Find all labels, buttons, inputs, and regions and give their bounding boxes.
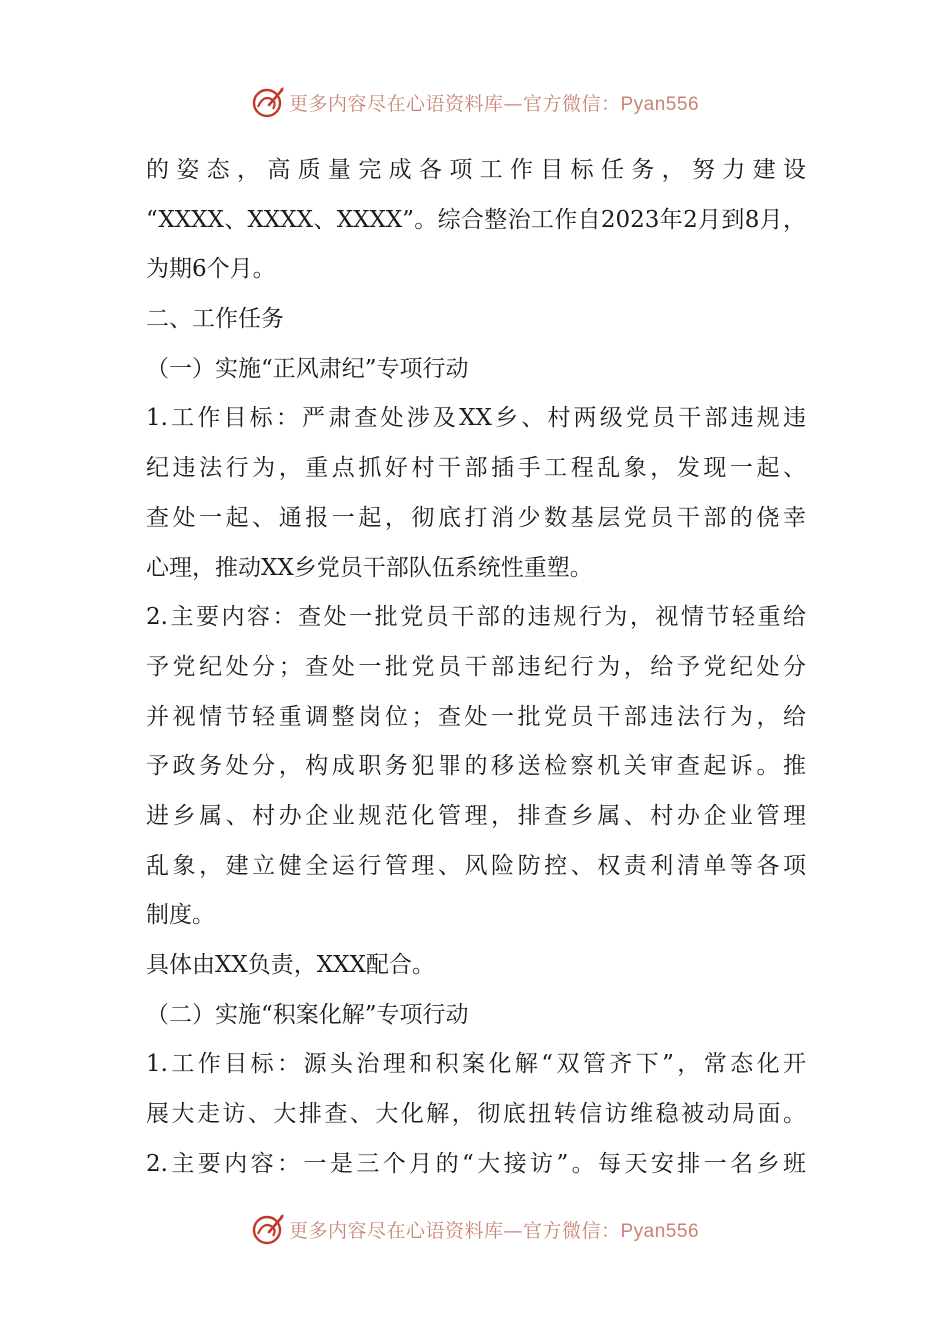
body-line: 1.工作目标：严肃查处涉及XX乡、村两级党员干部违规违 — [146, 405, 806, 432]
body-line: 制度。 — [146, 902, 215, 929]
body-line: 展大走访、大排查、大化解，彻底扭转信访维稳被动局面。 — [146, 1101, 806, 1128]
body-line: 2.主要内容：查处一批党员干部的违规行为，视情节轻重给 — [146, 604, 806, 631]
watermark-banner-bottom — [0, 1209, 950, 1249]
pen-seal-icon — [251, 85, 285, 119]
section-heading: 二、工作任务 — [146, 306, 284, 333]
watermark-handle: Pyan556 — [620, 1220, 700, 1242]
body-line: 予党纪处分；查处一批党员干部违纪行为，给予党纪处分 — [146, 653, 806, 680]
watermark-handle: Pyan556 — [620, 93, 700, 115]
body-line: 查处一起、通报一起，彻底打消少数基层党员干部的侥幸 — [146, 504, 806, 531]
body-line: “XXXX、XXXX、XXXX”。综合整治工作自2023年2月到8月， — [146, 206, 806, 233]
watermark-text: 更多内容尽在心语资料库—官方微信：Pyan556 — [288, 92, 700, 115]
body-line: 进乡属、村办企业规范化管理，排查乡属、村办企业管理 — [146, 802, 806, 829]
body-line: 1.工作目标：源头治理和积案化解“双管齐下”，常态化开 — [146, 1051, 806, 1078]
body-line: 予政务处分，构成职务犯罪的移送检察机关审查起诉。推 — [146, 753, 806, 780]
watermark-banner-top — [0, 82, 950, 122]
body-line: 并视情节轻重调整岗位；查处一批党员干部违法行为，给 — [146, 703, 806, 730]
body-line: 乱象，建立健全运行管理、风险防控、权责利清单等各项 — [146, 852, 806, 879]
subsection-heading: （二）实施“积案化解”专项行动 — [146, 1001, 469, 1028]
body-line: 为期6个月。 — [146, 256, 276, 283]
body-line: 具体由XX负责，XXX配合。 — [146, 952, 435, 978]
watermark-text: 更多内容尽在心语资料库—官方微信：Pyan556 — [288, 1219, 700, 1242]
body-line: 纪违法行为，重点抓好村干部插手工程乱象，发现一起、 — [146, 455, 806, 482]
body-line: 的姿态，高质量完成各项工作目标任务，努力建设 — [146, 157, 806, 183]
body-line: 2.主要内容：一是三个月的“大接访”。每天安排一名乡班 — [146, 1150, 806, 1177]
pen-seal-icon — [251, 1212, 285, 1246]
body-line: 心理，推动XX乡党员干部队伍系统性重塑。 — [146, 554, 593, 581]
subsection-heading: （一）实施“正风肃纪”专项行动 — [146, 355, 469, 382]
document-body — [146, 146, 806, 1189]
